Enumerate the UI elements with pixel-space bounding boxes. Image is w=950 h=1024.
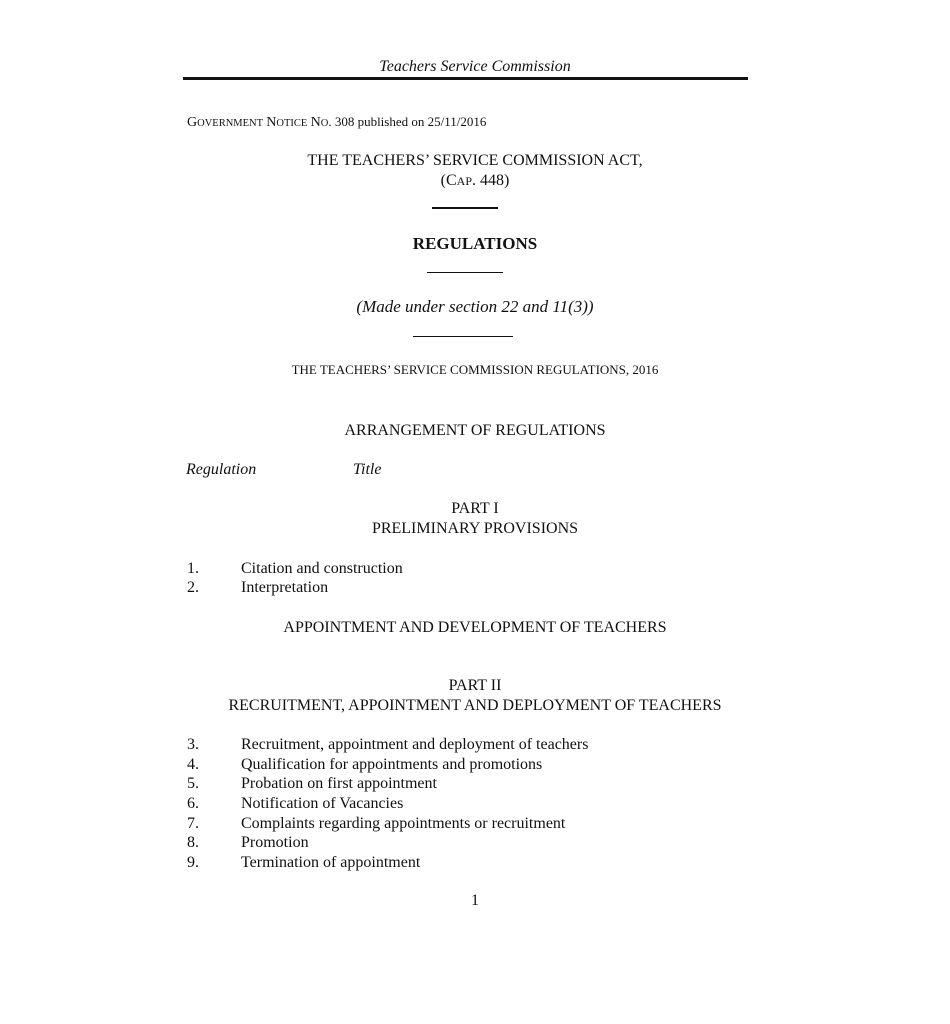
running-header-title: Teachers Service Commission xyxy=(379,58,571,75)
made-under-section: (Made under section 22 and 11(3)) xyxy=(356,297,594,316)
regulation-number: 1. xyxy=(187,560,199,577)
regulations-heading: REGULATIONS xyxy=(412,234,538,253)
part-2-title: RECRUITMENT, APPOINTMENT AND DEPLOYMENT OF TEACHERS xyxy=(228,697,722,714)
arrangement-heading: ARRANGEMENT OF REGULATIONS xyxy=(344,422,606,439)
regulation-number: 7. xyxy=(187,815,199,832)
regulation-title: Citation and construction xyxy=(241,560,403,577)
regulation-title: Promotion xyxy=(241,834,309,851)
regulation-title: Qualification for appointments and promotions xyxy=(241,756,543,773)
regulation-number: 2. xyxy=(187,579,199,596)
government-notice-line xyxy=(187,113,486,132)
regulation-number: 9. xyxy=(187,854,199,871)
notice-number-date: . 308 published on 25/11/2016 xyxy=(328,114,487,129)
regulation-number: 3. xyxy=(187,736,199,753)
made-under-divider-rule xyxy=(413,336,513,337)
regulation-number: 8. xyxy=(187,834,199,851)
part-1-title: PRELIMINARY PROVISIONS xyxy=(371,520,579,537)
regulations-divider-rule xyxy=(427,272,503,273)
regulation-title: Recruitment, appointment and deployment of teachers xyxy=(241,736,589,753)
act-title: THE TEACHERS’ SERVICE COMMISSION ACT, xyxy=(307,152,643,169)
section-heading-appointment-development: APPOINTMENT AND DEVELOPMENT OF TEACHERS xyxy=(283,619,667,636)
column-heading-regulation: Regulation xyxy=(186,461,257,478)
regulation-title: Complaints regarding appointments or recruitment xyxy=(241,815,566,832)
part-1-label: PART I xyxy=(451,500,499,517)
notice-initial-g: G xyxy=(187,115,198,130)
act-chapter-smallcaps: AP xyxy=(456,174,472,188)
regulation-number: 5. xyxy=(187,775,199,792)
act-chapter-open: (C xyxy=(440,172,457,189)
regulation-number: 6. xyxy=(187,795,199,812)
part-2-label: PART II xyxy=(448,677,502,694)
column-heading-title: Title xyxy=(353,461,382,478)
notice-word-government: OVERNMENT xyxy=(197,118,264,129)
page-number: 1 xyxy=(471,892,479,909)
notice-initial-no: N xyxy=(310,115,321,130)
notice-initial-n: N xyxy=(266,115,277,130)
notice-word-notice: OTICE xyxy=(276,118,308,129)
regulation-number: 4. xyxy=(187,756,199,773)
notice-word-no: O xyxy=(320,118,329,129)
act-chapter-number: . 448) xyxy=(472,172,510,189)
regulation-title: Probation on first appointment xyxy=(241,775,437,792)
regulation-title: Termination of appointment xyxy=(241,854,421,871)
header-rule xyxy=(183,77,748,80)
regulation-title: Interpretation xyxy=(241,579,329,596)
regulation-title: Notification of Vacancies xyxy=(241,795,404,812)
regulations-full-title: THE TEACHERS’ SERVICE COMMISSION REGULATIONS, 2016 xyxy=(291,362,659,377)
act-chapter xyxy=(0,171,950,191)
act-divider-rule xyxy=(432,207,498,209)
